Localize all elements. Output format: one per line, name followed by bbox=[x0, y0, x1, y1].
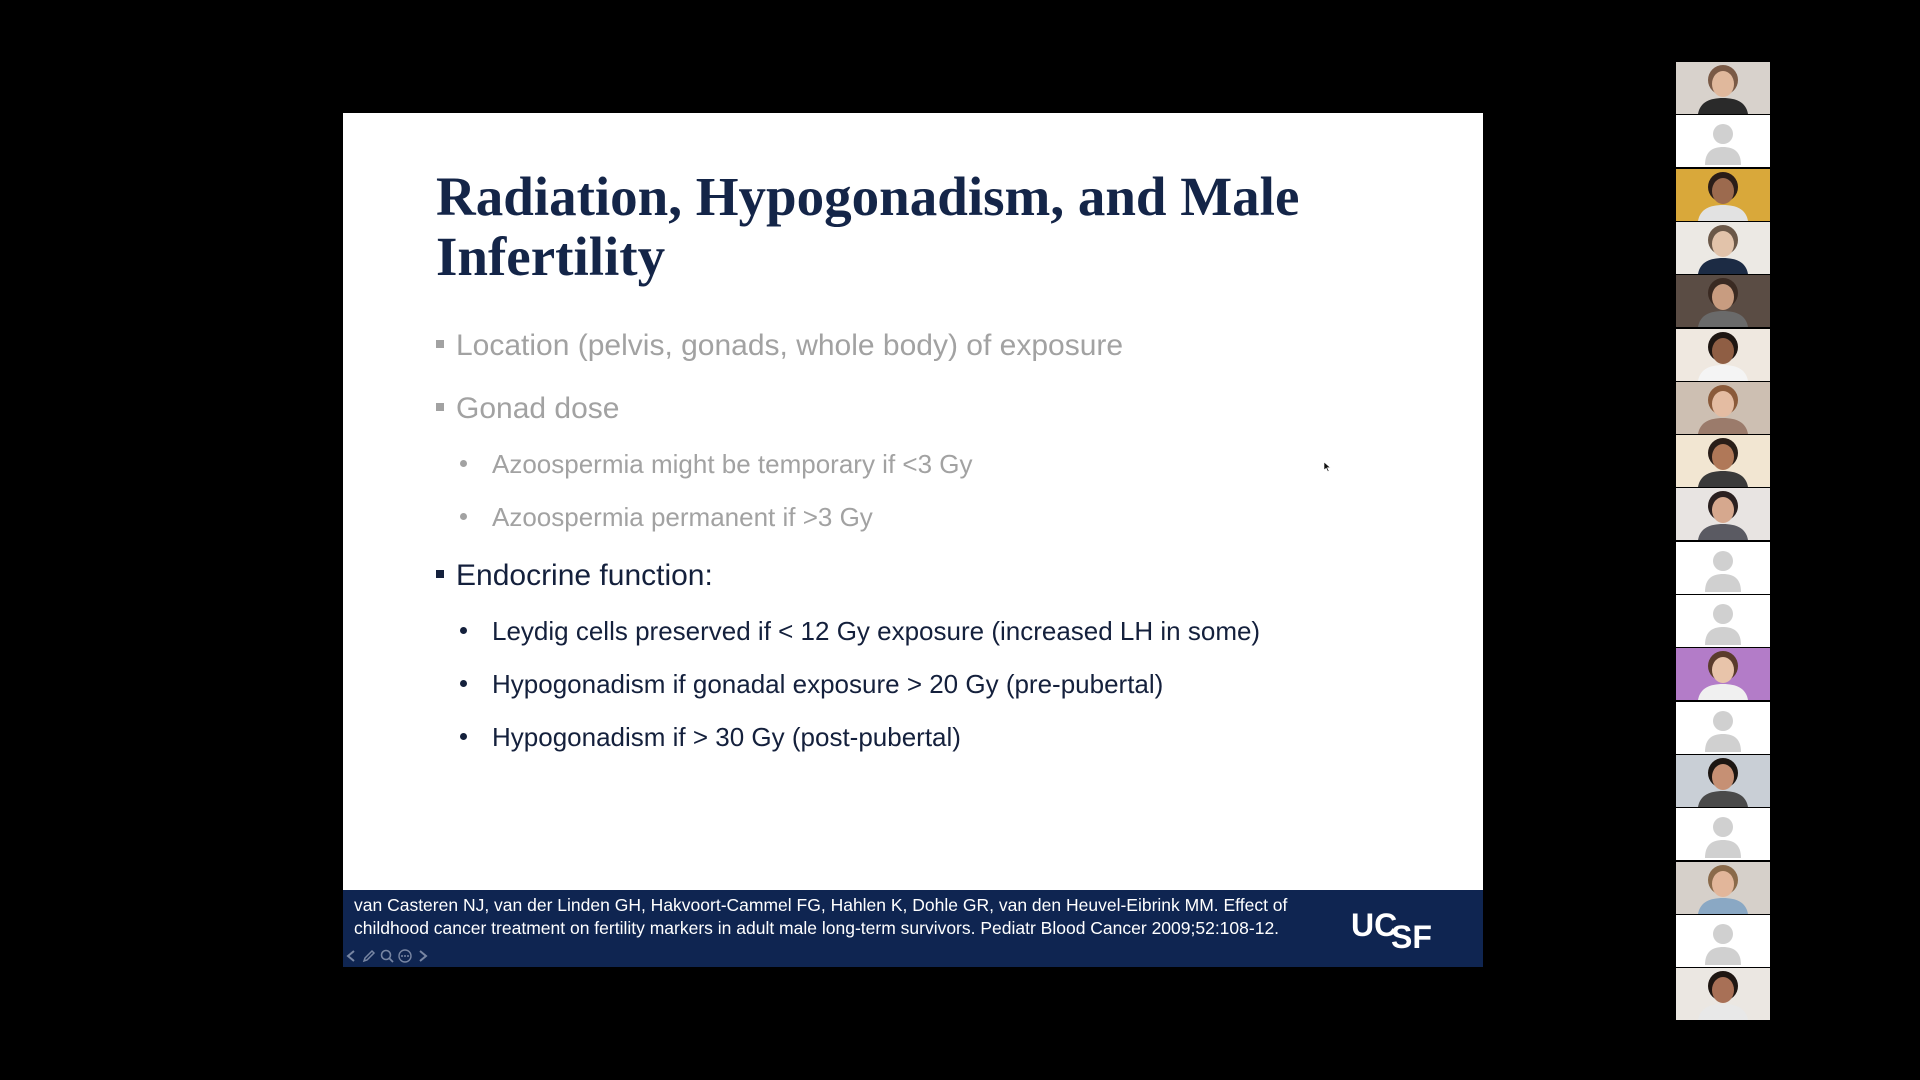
svg-text:UC: UC bbox=[1351, 907, 1398, 943]
arrow-right-icon[interactable] bbox=[415, 948, 431, 964]
presentation-slide bbox=[343, 113, 1483, 967]
bullet-text: Gonad dose bbox=[456, 392, 620, 425]
sub-bullet-item bbox=[436, 447, 1476, 481]
bullet-item bbox=[436, 327, 1476, 365]
default-avatar-icon bbox=[1703, 548, 1743, 592]
bullet-text: Location (pelvis, gonads, whole body) of exposure bbox=[456, 329, 1124, 362]
participant-tile[interactable] bbox=[1676, 488, 1770, 540]
participant-tile[interactable] bbox=[1676, 329, 1770, 381]
search-icon[interactable] bbox=[379, 948, 395, 964]
participant-video-thumbnail bbox=[1676, 862, 1770, 914]
participant-tile[interactable] bbox=[1676, 382, 1770, 434]
mouse-pointer-icon bbox=[1324, 462, 1332, 472]
square-bullet-icon bbox=[436, 403, 444, 411]
dot-bullet-icon bbox=[460, 513, 467, 520]
participant-video-thumbnail bbox=[1676, 62, 1770, 114]
sub-bullet-item bbox=[436, 720, 1476, 754]
dot-bullet-icon bbox=[460, 627, 467, 634]
participant-tile[interactable] bbox=[1676, 595, 1770, 647]
participant-video-thumbnail bbox=[1676, 275, 1770, 327]
participant-gallery bbox=[1676, 62, 1770, 1020]
slide-footer bbox=[343, 890, 1483, 967]
sub-bullet-item bbox=[436, 667, 1476, 701]
participant-tile[interactable] bbox=[1676, 222, 1770, 274]
arrow-left-icon[interactable] bbox=[343, 948, 359, 964]
sub-bullet-item bbox=[436, 500, 1476, 534]
participant-video-thumbnail bbox=[1676, 382, 1770, 434]
participant-video-thumbnail bbox=[1676, 648, 1770, 700]
participant-tile[interactable] bbox=[1676, 862, 1770, 914]
default-avatar-icon bbox=[1703, 601, 1743, 645]
bullet-text: Leydig cells preserved if < 12 Gy exposure (increased LH in some) bbox=[492, 616, 1261, 646]
participant-tile[interactable] bbox=[1676, 702, 1770, 754]
bullet-text: Hypogonadism if > 30 Gy (post-pubertal) bbox=[492, 722, 961, 752]
participant-video-thumbnail bbox=[1676, 488, 1770, 540]
dot-bullet-icon bbox=[460, 680, 467, 687]
bullet-item bbox=[436, 390, 1476, 428]
participant-tile[interactable] bbox=[1676, 275, 1770, 327]
svg-text:SF: SF bbox=[1391, 919, 1432, 950]
bullet-list bbox=[436, 327, 1476, 754]
default-avatar-icon bbox=[1703, 121, 1743, 165]
dot-bullet-icon bbox=[460, 733, 467, 740]
square-bullet-icon bbox=[436, 340, 444, 348]
slide-toolbar bbox=[343, 945, 443, 967]
participant-tile[interactable] bbox=[1676, 808, 1770, 860]
ucsf-logo bbox=[1351, 906, 1437, 950]
participant-video-thumbnail bbox=[1676, 169, 1770, 221]
bullet-item bbox=[436, 557, 1476, 595]
participant-tile[interactable] bbox=[1676, 169, 1770, 221]
participant-tile[interactable] bbox=[1676, 755, 1770, 807]
default-avatar-icon bbox=[1703, 708, 1743, 752]
menu-icon[interactable] bbox=[397, 948, 413, 964]
participant-tile[interactable] bbox=[1676, 115, 1770, 167]
bullet-text: Hypogonadism if gonadal exposure > 20 Gy (pre-pubertal) bbox=[492, 669, 1164, 699]
slide-title: Radiation, Hypogonadism, and Male Infertility bbox=[436, 166, 1300, 287]
sub-bullet-item bbox=[436, 614, 1476, 648]
participant-video-thumbnail bbox=[1676, 968, 1770, 1020]
default-avatar-icon bbox=[1703, 921, 1743, 965]
participant-tile[interactable] bbox=[1676, 915, 1770, 967]
participant-video-thumbnail bbox=[1676, 329, 1770, 381]
participant-tile[interactable] bbox=[1676, 435, 1770, 487]
participant-tile[interactable] bbox=[1676, 62, 1770, 114]
participant-tile[interactable] bbox=[1676, 968, 1770, 1020]
citation-text: van Casteren NJ, van der Linden GH, Hakvoort-Cammel FG, Hahlen K, Dohle GR, van den Heuvel-Eibrink MM. Effect of childhood cancer treatment on fertility markers in adult male long-term survivors. Pediatr Blood Cancer 2009;52:108-12. bbox=[354, 895, 1288, 938]
dot-bullet-icon bbox=[460, 460, 467, 467]
participant-video-thumbnail bbox=[1676, 222, 1770, 274]
participant-video-thumbnail bbox=[1676, 435, 1770, 487]
bullet-text: Azoospermia permanent if >3 Gy bbox=[492, 502, 873, 532]
square-bullet-icon bbox=[436, 570, 444, 578]
bullet-text: Azoospermia might be temporary if <3 Gy bbox=[492, 449, 973, 479]
bullet-text: Endocrine function: bbox=[456, 559, 713, 592]
participant-video-thumbnail bbox=[1676, 755, 1770, 807]
participant-tile[interactable] bbox=[1676, 542, 1770, 594]
pen-icon[interactable] bbox=[361, 948, 377, 964]
default-avatar-icon bbox=[1703, 814, 1743, 858]
participant-tile[interactable] bbox=[1676, 648, 1770, 700]
